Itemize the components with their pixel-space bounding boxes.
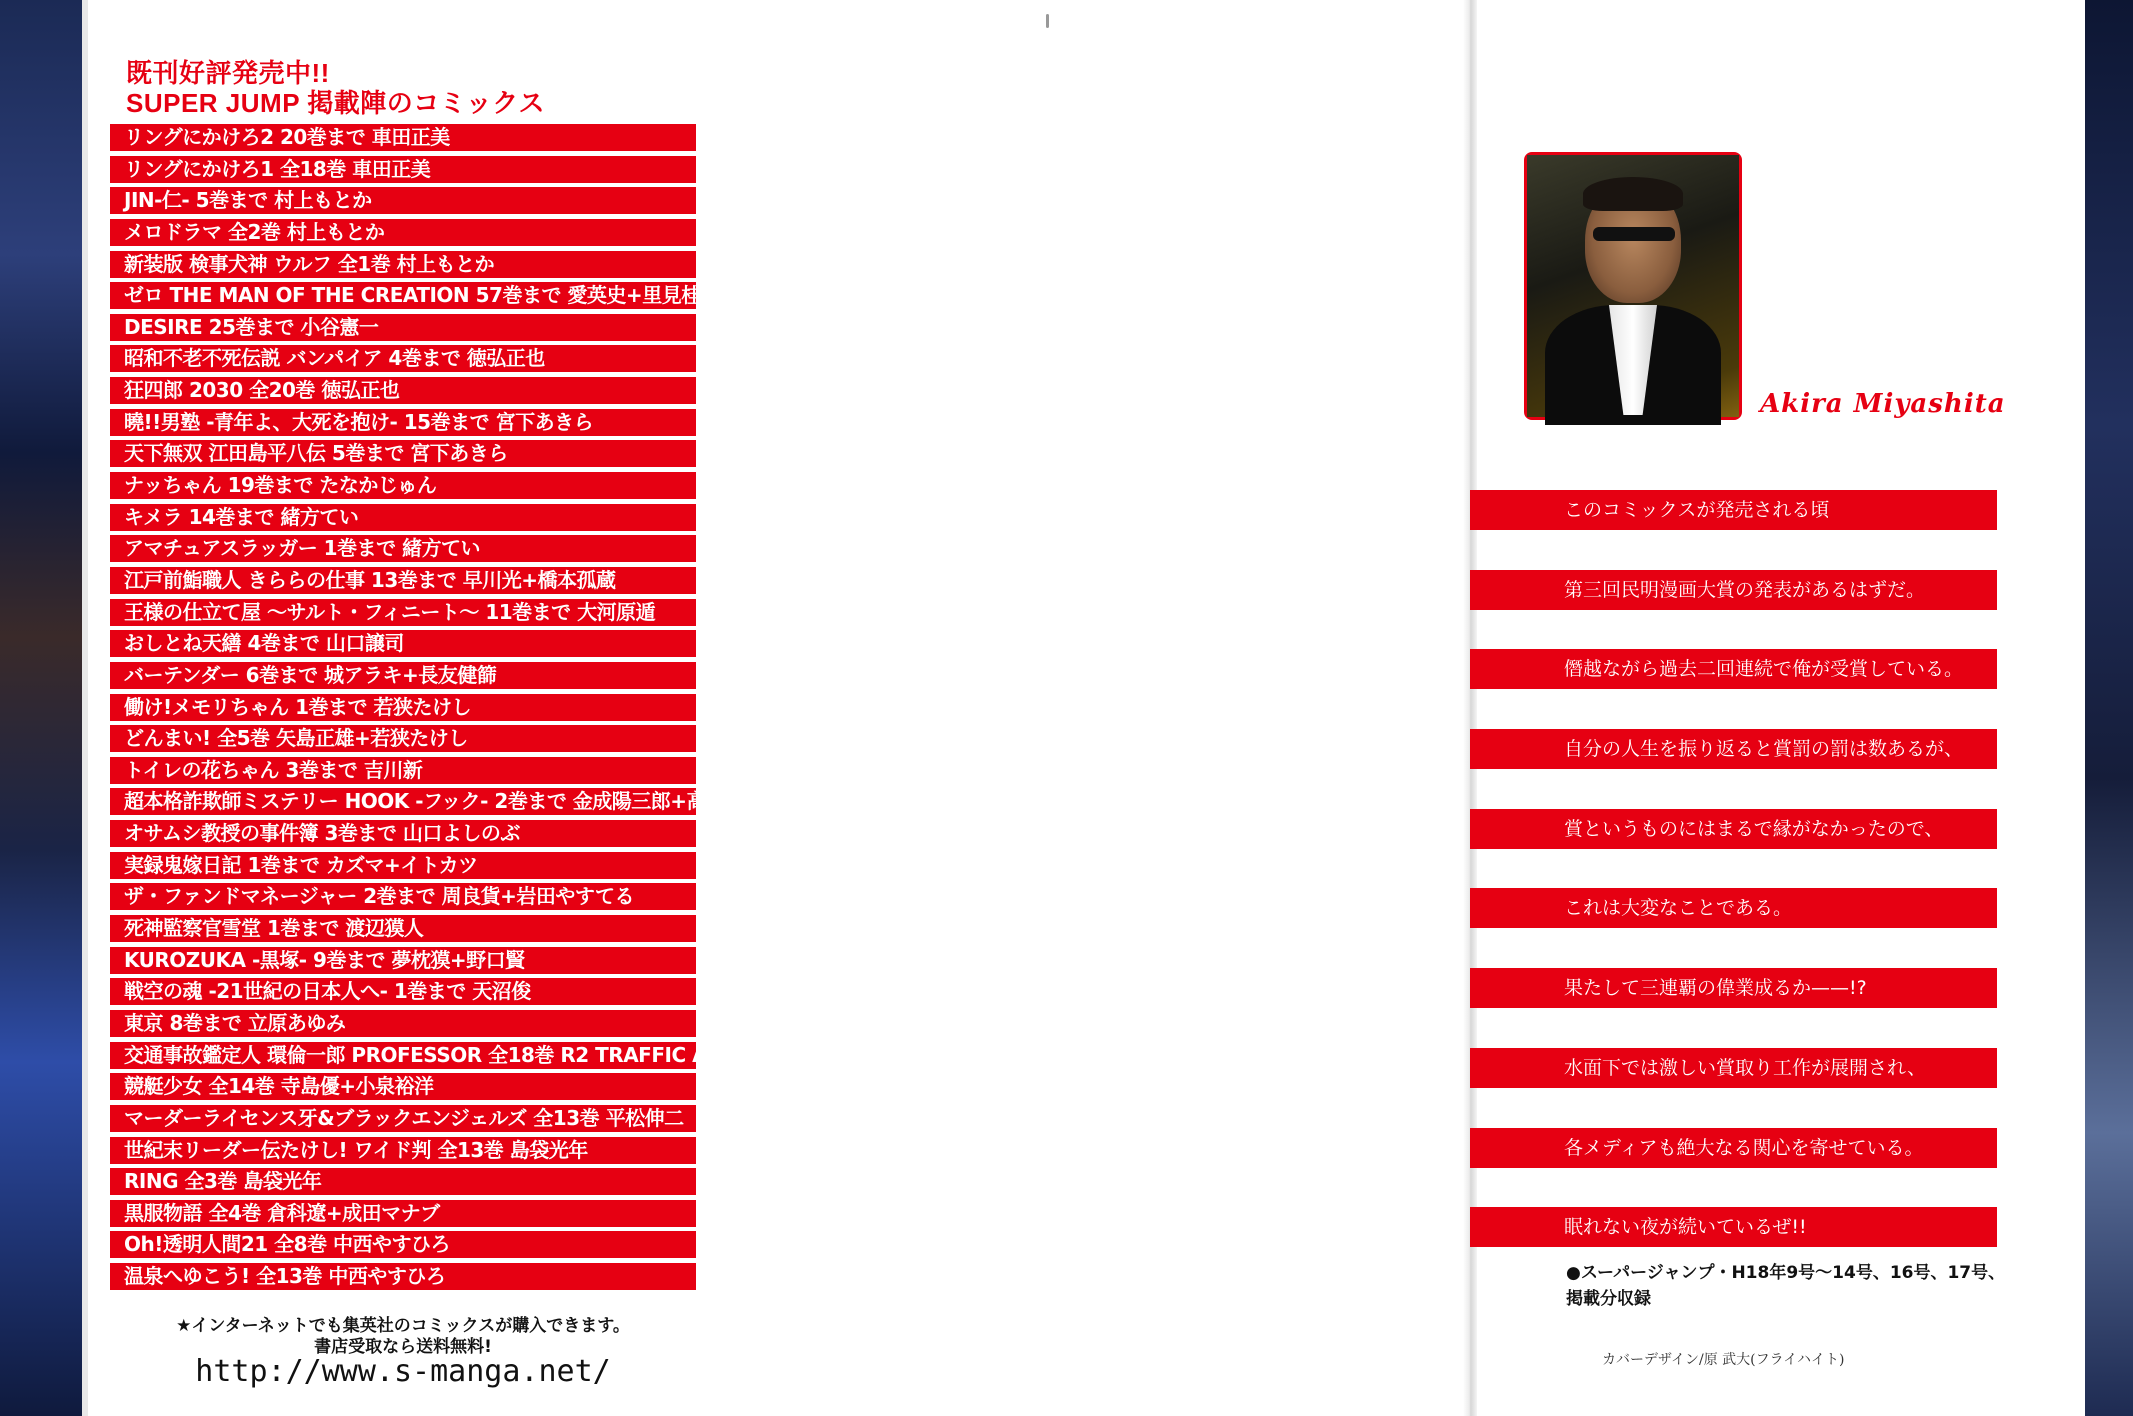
comics-list-heading (126, 58, 545, 118)
photo-hair (1583, 177, 1683, 211)
comic-title-row: RING 全3巻 島袋光年 (110, 1168, 696, 1195)
comics-title-list (110, 124, 1066, 1295)
author-photo (1524, 152, 1742, 420)
comic-title-row: アマチュアスラッガー 1巻まで 緒方てい (110, 535, 696, 562)
comic-title-row: リングにかけろ2 20巻まで 車田正美 (110, 124, 696, 151)
comic-title-row: オサムシ教授の事件簿 3巻まで 山口よしのぶ (110, 820, 696, 847)
comic-title-row: ナッちゃん 19巻まで たなかじゅん (110, 472, 696, 499)
comic-title-row: 新装版 検事犬神 ウルフ 全1巻 村上もとか (110, 251, 696, 278)
message-line: 眠れない夜が続いているぜ!! (1470, 1207, 1997, 1247)
comic-title-row: 働け!メモリちゃん 1巻まで 若狭たけし (110, 694, 696, 721)
author-name: Akira Miyashita (1760, 389, 2006, 419)
comic-title-row: 戦空の魂 -21世紀の日本人へ- 1巻まで 天沼俊 (110, 978, 696, 1005)
comic-title-row: 世紀末リーダー伝たけし! ワイド判 全13巻 島袋光年 (110, 1137, 696, 1164)
photo-glasses (1593, 227, 1675, 241)
comic-title-row: 東京 8巻まで 立原あゆみ (110, 1010, 696, 1037)
heading-line-1: 既刊好評発売中!! (126, 58, 330, 88)
cover-art-right-edge (2085, 0, 2133, 1416)
comic-title-row: 天下無双 江田島平八伝 5巻まで 宮下あきら (110, 440, 696, 467)
message-line: 僭越ながら過去二回連続で俺が受賞している。 (1470, 649, 1997, 689)
comic-title-row: 温泉へゆこう! 全13巻 中西やすひろ (110, 1263, 696, 1290)
comic-title-row: おしとね天繕 4巻まで 山口譲司 (110, 630, 696, 657)
comic-title-row: 死神監察官雪堂 1巻まで 渡辺獏人 (110, 915, 696, 942)
comic-title-row: 交通事故鑑定人 環倫一郎 PROFESSOR 全18巻 R2 TRAFFIC ACCIDENTS FILE 全2巻 梶研吾+樹崎聖 (110, 1042, 696, 1069)
comic-title-row: 狂四郎 2030 全20巻 徳弘正也 (110, 377, 696, 404)
comic-title-row: 黒服物語 全4巻 倉科遼+成田マナブ (110, 1200, 696, 1227)
comic-title-row: 王様の仕立て屋 〜サルト・フィニート〜 11巻まで 大河原遁 (110, 599, 696, 626)
comic-title-row: 曉!!男塾 -青年よ、大死を抱け- 15巻まで 宮下あきら (110, 409, 696, 436)
message-line: これは大変なことである。 (1470, 888, 1997, 928)
message-line: 各メディアも絶大なる関心を寄せている。 (1470, 1128, 1997, 1168)
fold-mark (1046, 14, 1049, 28)
comic-title-row: Oh!透明人間21 全8巻 中西やすひろ (110, 1231, 696, 1258)
message-line: 第三回民明漫画大賞の発表があるはずだ。 (1470, 570, 1997, 610)
purchase-note-line-2: 書店受取なら送料無料! (314, 1337, 492, 1357)
author-message (1470, 490, 1997, 1287)
comic-title-row: リングにかけろ1 全18巻 車田正美 (110, 156, 696, 183)
internet-purchase-note (110, 1316, 696, 1358)
comic-title-row: 実録鬼嫁日記 1巻まで カズマ+イトカツ (110, 852, 696, 879)
comic-title-row: どんまい! 全5巻 矢島正雄+若狭たけし (110, 725, 696, 752)
publication-note (1566, 1260, 2026, 1312)
cover-design-credit: カバーデザイン/原 武大(フライハイト) (1602, 1352, 1845, 1368)
shop-url: http://www.s-manga.net/ (195, 1354, 611, 1389)
comic-title-row: KUROZUKA -黒塚- 9巻まで 夢枕獏+野口賢 (110, 947, 696, 974)
comic-title-row: JIN-仁- 5巻まで 村上もとか (110, 187, 696, 214)
message-line: 果たして三連覇の偉業成るか——!? (1470, 968, 1997, 1008)
comic-title-row: トイレの花ちゃん 3巻まで 吉川新 (110, 757, 696, 784)
comic-title-row: 超本格詐欺師ミステリー HOOK -フック- 2巻まで 金成陽三郎+高橋ゆたか (110, 788, 696, 815)
publication-note-line-1: ●スーパージャンプ・H18年9号〜14号、16号、17号、 (1566, 1263, 2006, 1283)
comic-title-row: 競艇少女 全14巻 寺島優+小泉裕洋 (110, 1073, 696, 1100)
cover-art-left-edge (0, 0, 88, 1416)
comic-title-row: 昭和不老不死伝説 バンパイア 4巻まで 徳弘正也 (110, 345, 696, 372)
message-line: 賞というものにはまるで縁がなかったので、 (1470, 809, 1997, 849)
message-line: 水面下では激しい賞取り工作が展開され、 (1470, 1048, 1997, 1088)
message-line: 自分の人生を振り返ると賞罰の罰は数あるが、 (1470, 729, 1997, 769)
purchase-note-line-1: ★インターネットでも集英社のコミックスが購入できます。 (176, 1316, 630, 1336)
publication-note-line-2: 掲載分収録 (1566, 1289, 1651, 1309)
heading-line-2: SUPER JUMP 掲載陣のコミックス (126, 88, 546, 118)
comic-title-row: バーテンダー 6巻まで 城アラキ+長友健篩 (110, 662, 696, 689)
comic-title-row: キメラ 14巻まで 緒方てい (110, 504, 696, 531)
message-line: このコミックスが発売される頃 (1470, 490, 1997, 530)
comic-title-row: マーダーライセンス牙&ブラックエンジェルズ 全13巻 平松伸二 (110, 1105, 696, 1132)
comic-title-row: DESIRE 25巻まで 小谷憲一 (110, 314, 696, 341)
comic-title-row: ザ・ファンドマネージャー 2巻まで 周良貨+岩田やすてる (110, 883, 696, 910)
comic-title-row: メロドラマ 全2巻 村上もとか (110, 219, 696, 246)
comic-title-row: 江戸前鮨職人 きららの仕事 13巻まで 早川光+橋本孤蔵 (110, 567, 696, 594)
comic-title-row: ゼロ THE MAN OF THE CREATION 57巻まで 愛英史+里見桂 (110, 282, 696, 309)
